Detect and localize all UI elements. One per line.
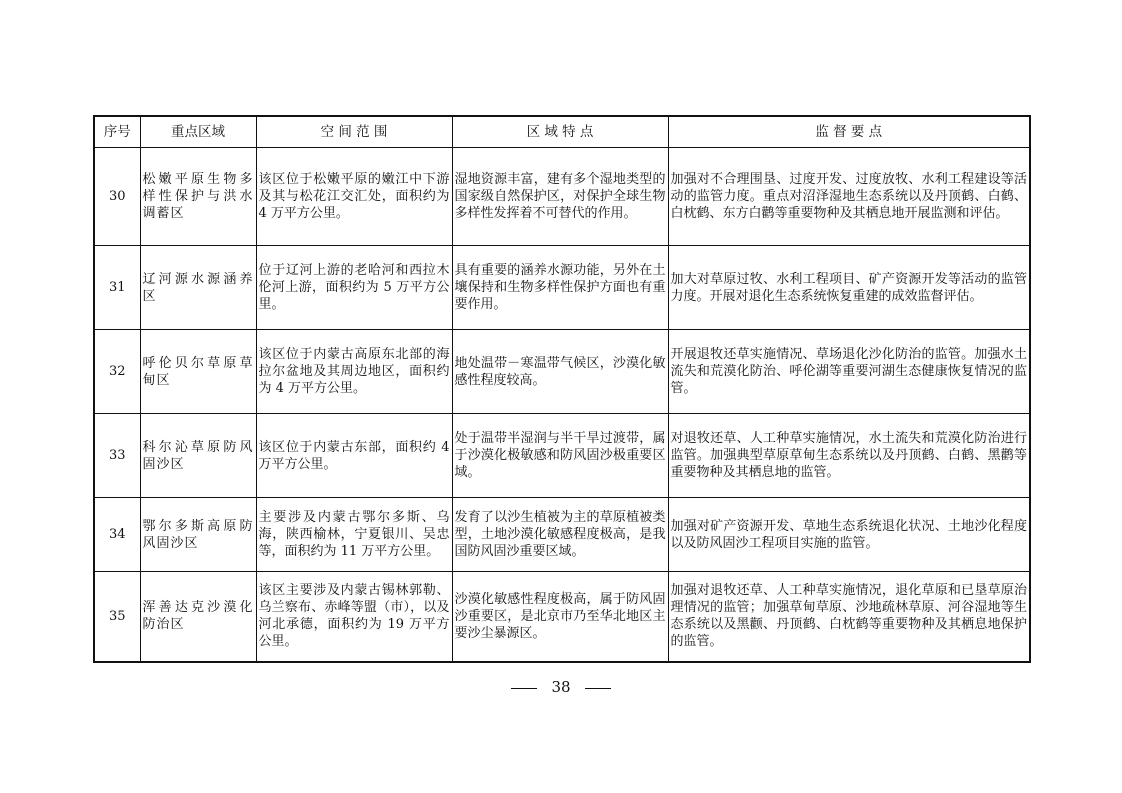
header-points: 监 督 要 点 [668,116,1030,148]
supervision-points: 加大对草原过牧、水利工程项目、矿产资源开发等活动的监管力度。开展对退化生态系统恢复重建的成效监督评估。 [668,246,1030,330]
spatial-scope: 该区位于松嫩平原的嫩江中下游及其与松花江交汇处，面积约为 4 万平方公里。 [256,148,452,246]
page-footer [0,678,1122,696]
page-number: 38 [551,678,571,696]
region-name: 浑善达克沙漠化防治区 [140,572,256,662]
spatial-scope: 该区位于内蒙古高原东北部的海拉尔盆地及其周边地区，面积约为 4 万平方公里。 [256,330,452,414]
supervision-points: 加强对退牧还草、人工种草实施情况，退化草原和已垦草原治理情况的监管；加强草甸草原、沙地疏林草原、河谷湿地等生态系统以及黑颧、丹顶鹤、白枕鹤等重要物种及其栖息地保护的监管。 [668,572,1030,662]
spatial-scope: 该区主要涉及内蒙古锡林郭勒、乌兰察布、赤峰等盟（市），以及河北承德，面积约为 19 万平方公里。 [256,572,452,662]
region-features: 具有重要的涵养水源功能，另外在土壤保持和生物多样性保护方面也有重要作用。 [452,246,668,330]
row-number: 31 [94,246,140,330]
key-regions-table [93,115,1031,663]
row-number: 30 [94,148,140,246]
row-number: 34 [94,498,140,572]
region-name: 呼伦贝尔草原草甸区 [140,330,256,414]
footer-dash-left [511,688,537,689]
table-row [94,498,1030,572]
table-row [94,572,1030,662]
row-number: 32 [94,330,140,414]
supervision-points: 加强对矿产资源开发、草地生态系统退化状况、土地沙化程度以及防风固沙工程项目实施的监管。 [668,498,1030,572]
table-row [94,148,1030,246]
supervision-points: 加强对不合理围垦、过度开发、过度放牧、水利工程建设等活动的监管力度。重点对沼泽湿地生态系统以及丹顶鹤、白鹤、白枕鹤、东方白鹳等重要物种及其栖息地开展监测和评估。 [668,148,1030,246]
header-area: 重点区域 [140,116,256,148]
region-features: 湿地资源丰富，建有多个湿地类型的国家级自然保护区，对保护全球生物多样性发挥着不可替代的作用。 [452,148,668,246]
region-name: 松嫩平原生物多样性保护与洪水调蓄区 [140,148,256,246]
region-name: 鄂尔多斯高原防风固沙区 [140,498,256,572]
spatial-scope: 该区位于内蒙古东部，面积约 4 万平方公里。 [256,414,452,498]
supervision-points: 开展退牧还草实施情况、草场退化沙化防治的监管。加强水土流失和荒漠化防治、呼伦湖等重要河湖生态健康恢复情况的监管。 [668,330,1030,414]
table-header-row [94,116,1030,148]
region-features: 处于温带半湿润与半干旱过渡带，属于沙漠化极敏感和防风固沙极重要区域。 [452,414,668,498]
region-name: 辽河源水源涵养区 [140,246,256,330]
row-number: 33 [94,414,140,498]
header-features: 区 域 特 点 [452,116,668,148]
table-row [94,330,1030,414]
region-features: 沙漠化敏感性程度极高，属于防风固沙重要区，是北京市乃至华北地区主要沙尘暴源区。 [452,572,668,662]
row-number: 35 [94,572,140,662]
table-row [94,246,1030,330]
footer-dash-right [585,688,611,689]
supervision-points: 对退牧还草、人工种草实施情况，水土流失和荒漠化防治进行监管。加强典型草原草甸生态系统以及丹顶鹤、白鹤、黑鹳等重要物种及其栖息地的监管。 [668,414,1030,498]
spatial-scope: 位于辽河上游的老哈河和西拉木伦河上游，面积约为 5 万平方公里。 [256,246,452,330]
spatial-scope: 主要涉及内蒙古鄂尔多斯、乌海，陕西榆林，宁夏银川、吴忠等，面积约为 11 万平方公里。 [256,498,452,572]
region-features: 地处温带－寒温带气候区，沙漠化敏感性程度较高。 [452,330,668,414]
region-name: 科尔沁草原防风固沙区 [140,414,256,498]
region-features: 发育了以沙生植被为主的草原植被类型，土地沙漠化敏感程度极高，是我国防风固沙重要区域。 [452,498,668,572]
header-no: 序号 [94,116,140,148]
header-scope: 空 间 范 围 [256,116,452,148]
table-row [94,414,1030,498]
